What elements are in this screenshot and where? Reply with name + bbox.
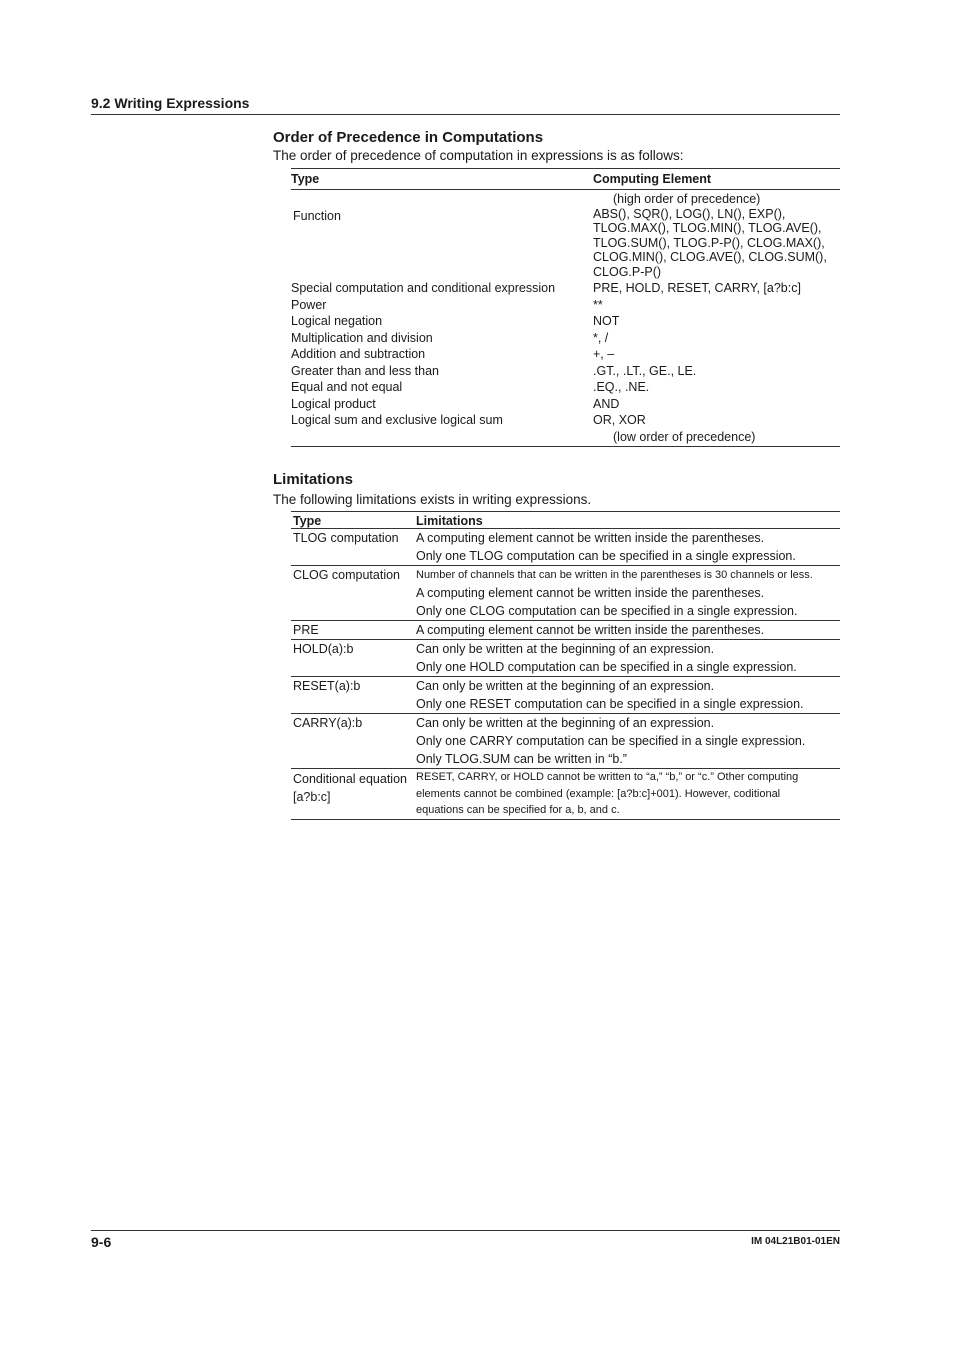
row-limitations bbox=[414, 621, 840, 640]
limitation-item: Only one RESET computation can be specified in a single expression. bbox=[416, 697, 804, 711]
limitation-line: equations can be specified for a, b, and c. bbox=[416, 804, 620, 816]
table-row bbox=[291, 714, 840, 769]
limitations-heading: Limitations bbox=[273, 471, 354, 488]
footer-rule bbox=[91, 1230, 840, 1231]
row-type: Logical negation bbox=[291, 314, 383, 328]
row-type: PRE bbox=[291, 621, 414, 640]
high-order-row bbox=[291, 190, 840, 207]
row-element: PRE, HOLD, RESET, CARRY, [a?b:c] bbox=[593, 281, 801, 295]
table-row bbox=[291, 207, 840, 280]
row-type: Special computation and conditional expression bbox=[291, 281, 556, 295]
row-element: .GT., .LT., GE., LE. bbox=[593, 363, 697, 378]
row-type: CLOG computation bbox=[291, 566, 414, 621]
limitation-item: Can only be written at the beginning of an expression. bbox=[416, 679, 715, 693]
table-row bbox=[291, 329, 840, 346]
row-type: RESET(a):b bbox=[291, 677, 414, 714]
row-type: Equal and not equal bbox=[291, 380, 403, 394]
high-order-note: (high order of precedence) bbox=[613, 192, 761, 206]
limitations-intro: The following limitations exists in writing expressions. bbox=[273, 492, 592, 507]
limitation-item: Number of channels that can be written in the parentheses is 30 channels or less. bbox=[416, 569, 813, 581]
table-row bbox=[291, 345, 840, 362]
table-row bbox=[291, 362, 840, 379]
limitation-item: A computing element cannot be written inside the parentheses. bbox=[416, 623, 765, 637]
table-row bbox=[291, 621, 840, 640]
row-type: Greater than and less than bbox=[291, 363, 440, 378]
table-row bbox=[291, 769, 840, 820]
header-rule bbox=[91, 114, 840, 115]
row-type: Logical product bbox=[291, 396, 376, 411]
limitation-item: Only one HOLD computation can be specified in a single expression. bbox=[416, 660, 797, 674]
row-type: HOLD(a):b bbox=[291, 640, 414, 677]
row-element: NOT bbox=[593, 314, 620, 328]
table-row bbox=[291, 279, 840, 296]
low-order-note: (low order of precedence) bbox=[593, 428, 840, 447]
row-type: Power bbox=[291, 297, 327, 312]
table-row bbox=[291, 529, 840, 566]
row-limitations bbox=[414, 714, 840, 769]
table-header-row bbox=[291, 169, 840, 190]
limitation-item: Only one CLOG computation can be specified in a single expression. bbox=[416, 604, 798, 618]
precedence-section bbox=[273, 129, 840, 164]
row-type-line: [a?b:c] bbox=[293, 790, 331, 804]
row-limitations bbox=[414, 640, 840, 677]
precedence-table bbox=[291, 168, 840, 447]
precedence-intro: The order of precedence of computation in expressions is as follows: bbox=[273, 148, 684, 163]
row-element: .EQ., .NE. bbox=[593, 380, 650, 394]
element-line: CLOG.P-P() bbox=[593, 264, 662, 279]
low-order-row bbox=[291, 428, 840, 447]
page-number: 9-6 bbox=[91, 1234, 112, 1250]
limitation-item: Only TLOG.SUM can be written in “b.” bbox=[416, 752, 627, 766]
table-row bbox=[291, 411, 840, 428]
table-row bbox=[291, 677, 840, 714]
limitation-item: Only one TLOG computation can be specified in a single expression. bbox=[416, 549, 796, 563]
limitations-table bbox=[291, 511, 840, 820]
section-header: 9.2 Writing Expressions bbox=[91, 95, 250, 111]
row-element: OR, XOR bbox=[593, 413, 646, 427]
element-line: TLOG.SUM(), TLOG.P-P(), CLOG.MAX(), bbox=[593, 235, 825, 250]
table-row bbox=[291, 566, 840, 621]
row-element bbox=[593, 207, 840, 280]
table-row bbox=[291, 296, 840, 313]
column-header-type: Type bbox=[291, 169, 593, 190]
element-line: ABS(), SQR(), LOG(), LN(), EXP(), bbox=[593, 206, 786, 221]
row-element: *, / bbox=[593, 330, 609, 345]
column-header-type: Type bbox=[291, 512, 414, 529]
table-row bbox=[291, 378, 840, 395]
element-line: CLOG.MIN(), CLOG.AVE(), CLOG.SUM(), bbox=[593, 250, 827, 264]
row-limitations bbox=[414, 769, 840, 820]
limitation-item: Can only be written at the beginning of an expression. bbox=[416, 642, 715, 656]
column-header-limitations: Limitations bbox=[414, 512, 840, 529]
row-element: +, – bbox=[593, 347, 615, 361]
row-type: Addition and subtraction bbox=[291, 347, 426, 361]
limitation-line: elements cannot be combined (example: [a?b:c]+001). However, coditional bbox=[416, 787, 781, 800]
row-limitations bbox=[414, 529, 840, 566]
row-type bbox=[291, 769, 414, 820]
row-type-line: Conditional equation bbox=[293, 772, 407, 786]
row-element: ** bbox=[593, 297, 603, 312]
limitation-item: Can only be written at the beginning of an expression. bbox=[416, 716, 715, 730]
element-line: TLOG.MAX(), TLOG.MIN(), TLOG.AVE(), bbox=[593, 221, 822, 235]
row-element: AND bbox=[593, 396, 620, 411]
row-type: Function bbox=[293, 208, 341, 223]
row-type: Multiplication and division bbox=[291, 330, 433, 345]
limitations-section bbox=[273, 471, 840, 508]
limitation-item: A computing element cannot be written inside the parentheses. bbox=[416, 586, 765, 600]
limitation-line: RESET, CARRY, or HOLD cannot be written to “a,” “b,” or “c.” Other computing bbox=[416, 771, 799, 783]
limitation-item: A computing element cannot be written inside the parentheses. bbox=[416, 531, 765, 545]
table-row bbox=[291, 312, 840, 329]
table-header-row bbox=[291, 512, 840, 529]
precedence-heading: Order of Precedence in Computations bbox=[273, 129, 544, 146]
row-limitations bbox=[414, 677, 840, 714]
column-header-element: Computing Element bbox=[593, 169, 840, 190]
table-row bbox=[291, 395, 840, 412]
row-type: CARRY(a):b bbox=[291, 714, 414, 769]
row-type: TLOG computation bbox=[291, 529, 414, 566]
row-type: Logical sum and exclusive logical sum bbox=[291, 413, 503, 427]
limitation-item: Only one CARRY computation can be specified in a single expression. bbox=[416, 734, 806, 748]
document-id: IM 04L21B01-01EN bbox=[751, 1236, 840, 1247]
row-limitations bbox=[414, 566, 840, 621]
table-row bbox=[291, 640, 840, 677]
